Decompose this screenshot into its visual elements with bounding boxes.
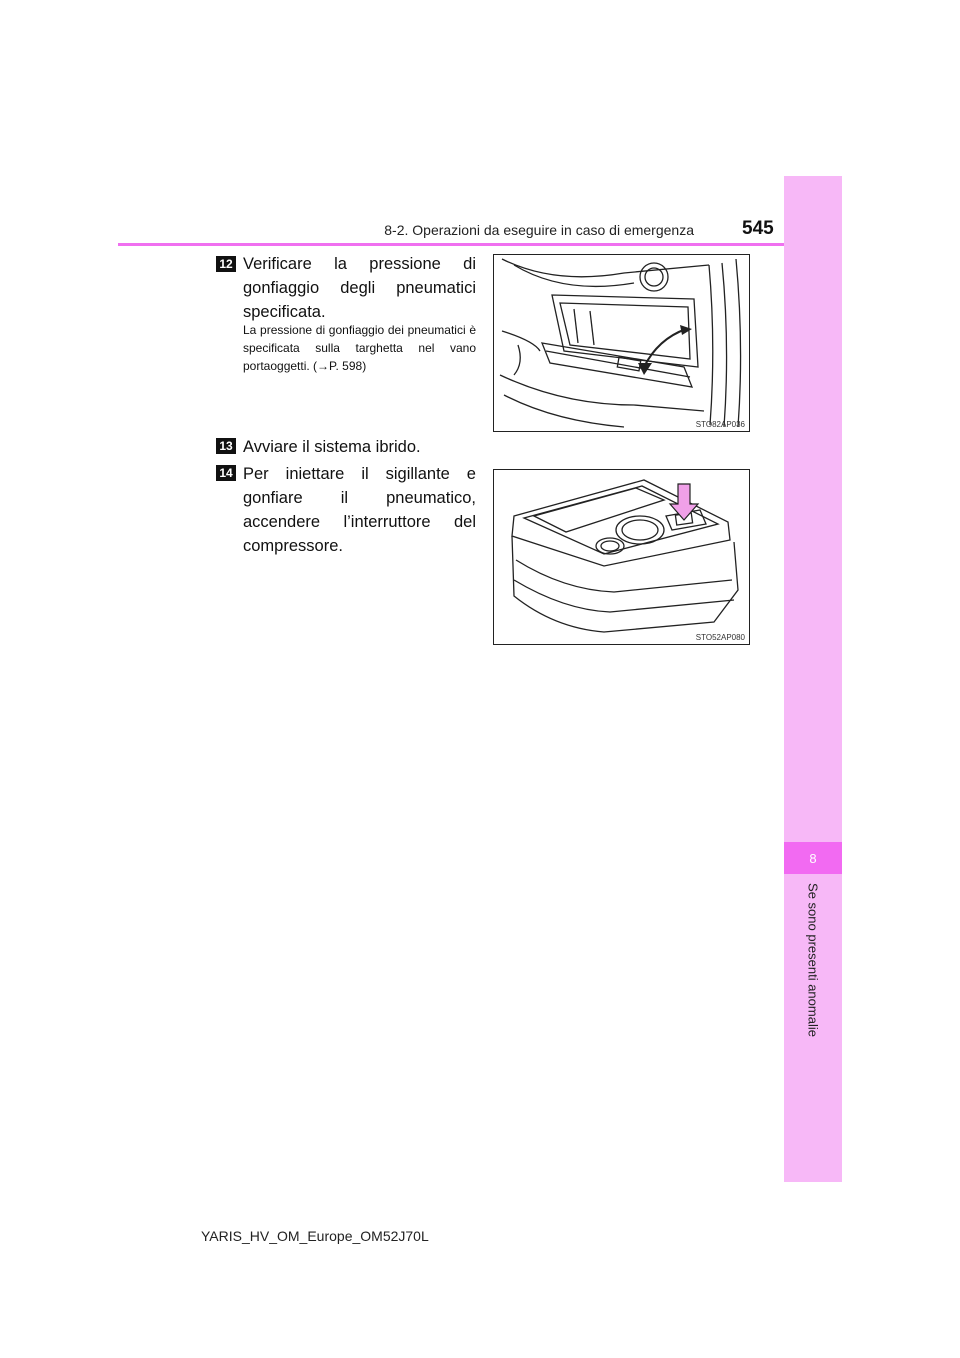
compressor-figure — [493, 469, 750, 645]
step-instruction: Per iniettare il sigillante e gonfiare il pneumatico, accendere l’interruttore del compressore. — [243, 465, 476, 555]
compressor-switch-illustration-icon — [494, 470, 749, 644]
glove-box-figure — [493, 254, 750, 432]
step-instruction: Avviare il sistema ibrido. — [243, 438, 421, 456]
document-id: YARIS_HV_OM_Europe_OM52J70L — [201, 1228, 429, 1244]
figure-code: STO82AP036 — [695, 420, 745, 429]
chapter-title: Se sono presenti anomalie — [805, 883, 821, 1037]
step-number-badge: 12 — [216, 256, 236, 272]
figure-code: STO52AP080 — [695, 633, 745, 642]
step-number-badge: 13 — [216, 438, 236, 454]
glove-box-illustration-icon — [494, 255, 749, 431]
header-divider — [118, 243, 784, 246]
page-number: 545 — [742, 218, 774, 239]
chapter-number: 8 — [784, 842, 842, 874]
step-instruction: Verificare la pressione di gonfiaggio degli pneumatici specificata. — [243, 255, 476, 321]
step-number-badge: 14 — [216, 465, 236, 481]
step-note: La pressione di gonfiaggio dei pneumatici è specificata sulla targhetta nel vano portaoggetti. (→P. 598) — [243, 323, 476, 373]
section-title: 8-2. Operazioni da eseguire in caso di emergenza — [384, 222, 694, 238]
